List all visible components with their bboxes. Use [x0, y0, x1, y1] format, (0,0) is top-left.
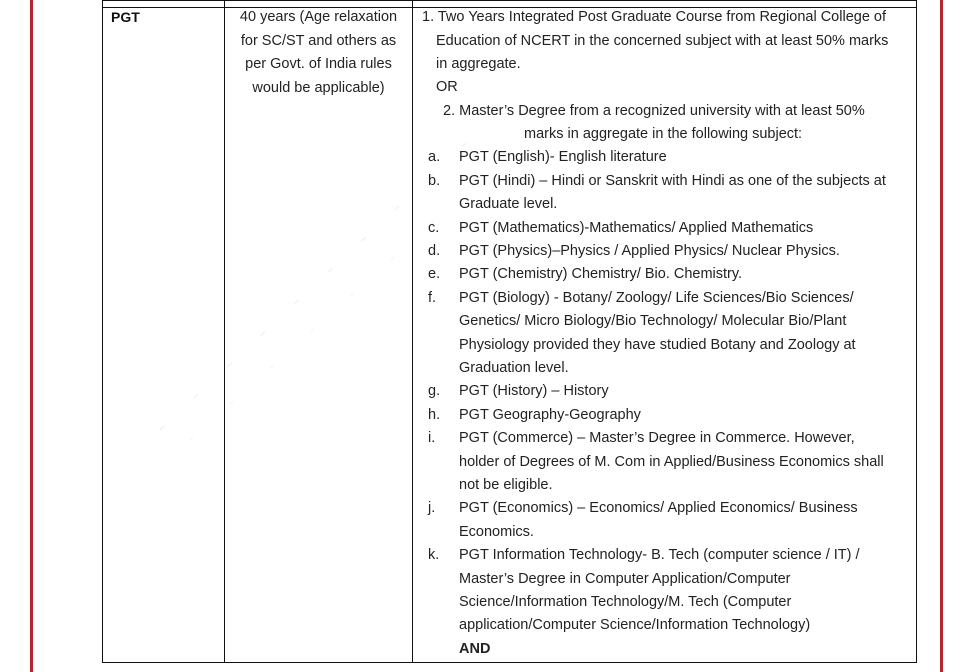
subject-text: PGT (Mathematics)-Mathematics/ Applied Mathematics [459, 220, 814, 236]
col-divider-left [102, 0, 103, 663]
qual-item2-line: marks in aggregate in the following subject: [524, 126, 803, 142]
subject-text: Graduation level. [459, 360, 569, 376]
qual-item1-line: 1. Two Years Integrated Post Graduate Course from Regional College of [422, 9, 887, 25]
age-line: for SC/ST and others as [240, 32, 397, 49]
subject-text: PGT (Commerce) – Master’s Degree in Commerce. However, [459, 430, 855, 446]
qual-item1-line: Education of NCERT in the concerned subject with at least 50% marks [436, 33, 889, 49]
subject-letter: j. [428, 500, 436, 516]
subject-text: PGT (Physics)–Physics / Applied Physics/ Nuclear Physics. [459, 243, 840, 259]
col-divider-age [412, 0, 413, 663]
subject-letter: d. [428, 243, 441, 259]
subject-letter: k. [428, 547, 440, 563]
subject-letter: g. [428, 383, 441, 399]
subject-text: Economics. [459, 524, 534, 540]
subject-text: PGT (Economics) – Economics/ Applied Economics/ Business [459, 500, 858, 516]
subject-letter: a. [428, 149, 441, 165]
page-border-left [30, 0, 33, 672]
qual-and: AND [459, 641, 491, 657]
subject-text: application/Computer Science/Information Technology) [459, 617, 811, 633]
col-divider-right [916, 0, 917, 663]
subject-letter: e. [428, 266, 441, 282]
subject-letter: b. [428, 173, 441, 189]
page-border-right [940, 0, 943, 672]
subject-text: not be eligible. [459, 477, 553, 493]
age-line: 40 years (Age relaxation [239, 9, 398, 25]
subject-text: PGT (Chemistry) Chemistry/ Bio. Chemistry. [459, 266, 743, 282]
subject-letter: f. [428, 290, 437, 306]
subject-text: Genetics/ Micro Biology/Bio Technology/ Molecular Bio/Plant [459, 313, 847, 329]
subject-text: Science/Information Technology/M. Tech (Computer [459, 594, 792, 610]
age-line: per Govt. of India rules [245, 56, 392, 72]
qual-item2-line: 2. Master’s Degree from a recognized university with at least 50% [443, 103, 865, 119]
subject-letter: c. [428, 220, 440, 236]
post-name: PGT [111, 9, 140, 25]
qual-item1-line: in aggregate. [436, 56, 521, 72]
subject-text: PGT (English)- English literature [459, 149, 667, 165]
subject-text: PGT (Hindi) – Hindi or Sanskrit with Hindi as one of the subjects at [459, 173, 886, 189]
col-divider-post [224, 0, 225, 663]
subject-letter: h. [428, 407, 441, 423]
subject-text: Graduate level. [459, 196, 558, 212]
subject-text: PGT Information Technology- B. Tech (computer science / IT) / [459, 547, 860, 563]
subject-text: Physiology provided they have studied Botany and Zoology at [459, 337, 856, 353]
subject-text: PGT Geography-Geography [459, 407, 641, 423]
subject-text: PGT (Biology) - Botany/ Zoology/ Life Sciences/Bio Sciences/ [459, 290, 854, 306]
subject-text: Master’s Degree in Computer Application/Computer [459, 571, 791, 587]
subject-letter: i. [428, 430, 436, 446]
age-line: would be applicable) [252, 79, 385, 96]
qual-or: OR [436, 79, 458, 95]
age-limit [226, 6, 411, 100]
subject-text: holder of Degrees of M. Com in Applied/Business Economics shall [459, 454, 884, 470]
subject-text: PGT (History) – History [459, 383, 609, 399]
